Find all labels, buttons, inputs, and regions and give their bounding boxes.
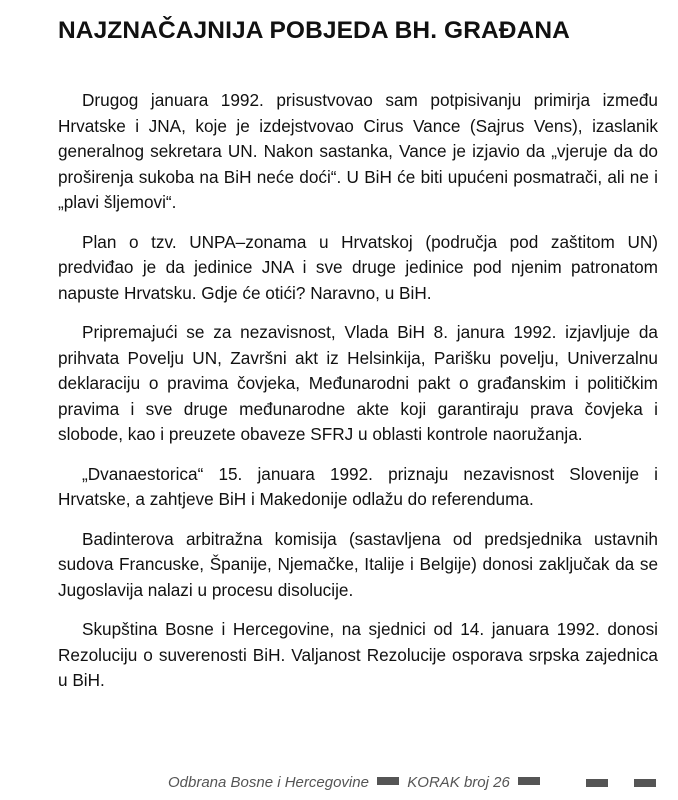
paragraph-4	[58, 462, 658, 513]
paragraph-4-text: „Dvanaestorica“ 15. januara 1992. priznaju nezavisnost Slovenije i Hrvatske, a zahtjeve BiH i Makedonije odlažu do referenduma.	[58, 463, 658, 509]
footer-separator-bar	[377, 777, 399, 785]
running-footer	[168, 773, 544, 793]
footer-end-bar	[518, 777, 540, 785]
paragraph-6-text: Skupština Bosne i Hercegovine, na sjednici od 14. januara 1992. donosi Rezoluciju o suverenosti BiH. Valjanost Rezolucije osporava srpska zajednica u BiH.	[58, 619, 658, 690]
paragraph-6	[58, 617, 658, 694]
article-body	[58, 88, 658, 708]
paragraph-3	[58, 320, 658, 448]
footer-series: KORAK broj 26	[407, 774, 510, 791]
page-title: NAJZNAČAJNIJA POBJEDA BH. GRAĐANA	[58, 17, 570, 44]
footer-book-title: Odbrana Bosne i Hercegovine	[167, 774, 369, 791]
paragraph-1-text: Drugog januara 1992. prisustvovao sam potpisivanju primirja između Hrvatske i JNA, koje je izdejstvovao Cirus Vance (Sajrus Vens), izaslanik generalnog sekretara UN. Nakon sastanka, Vance je izjavio da „vjeruje da do proširenja sukoba na BiH neće doći“. U BiH će biti upućeni posmatrači, ali ne i „plavi šljemovi“.	[58, 90, 658, 212]
paragraph-2	[58, 230, 658, 307]
paragraph-2-text: Plan o tzv. UNPA–zonama u Hrvatskoj (područja pod zaštitom UN) predviđao je da jedinice JNA i sve druge jedinice pod njenim patronatom napuste Hrvatsku. Gdje će otići? Naravno, u BiH.	[58, 231, 658, 303]
paragraph-3-text: Pripremajući se za nezavisnost, Vlada BiH 8. janura 1992. izjavljuje da prihvata Povelju UN, Završni akt iz Helsinkija, Parišku povelju, Univerzalnu deklaraciju o pravima čovjeka, Međunarodni pakt o građanskim i političkim pravima i sve druge međunarodne akte koji garantiraju prava čovjeka i slobode, kao i preuzete obaveze SFRJ u oblasti kontrole naoružanja.	[58, 322, 658, 444]
footer-decor-square-2	[634, 779, 656, 787]
paragraph-1	[58, 88, 658, 216]
page-footer	[0, 771, 678, 795]
footer-decor-square-1	[586, 779, 608, 787]
paragraph-5-text: Badinterova arbitražna komisija (sastavljena od predsjednika ustavnih sudova Francuske, Španije, Njemačke, Italije i Belgije) donosi zaključak da se Jugoslavija nalazi u procesu disolucije.	[58, 528, 658, 600]
paragraph-5	[58, 527, 658, 604]
